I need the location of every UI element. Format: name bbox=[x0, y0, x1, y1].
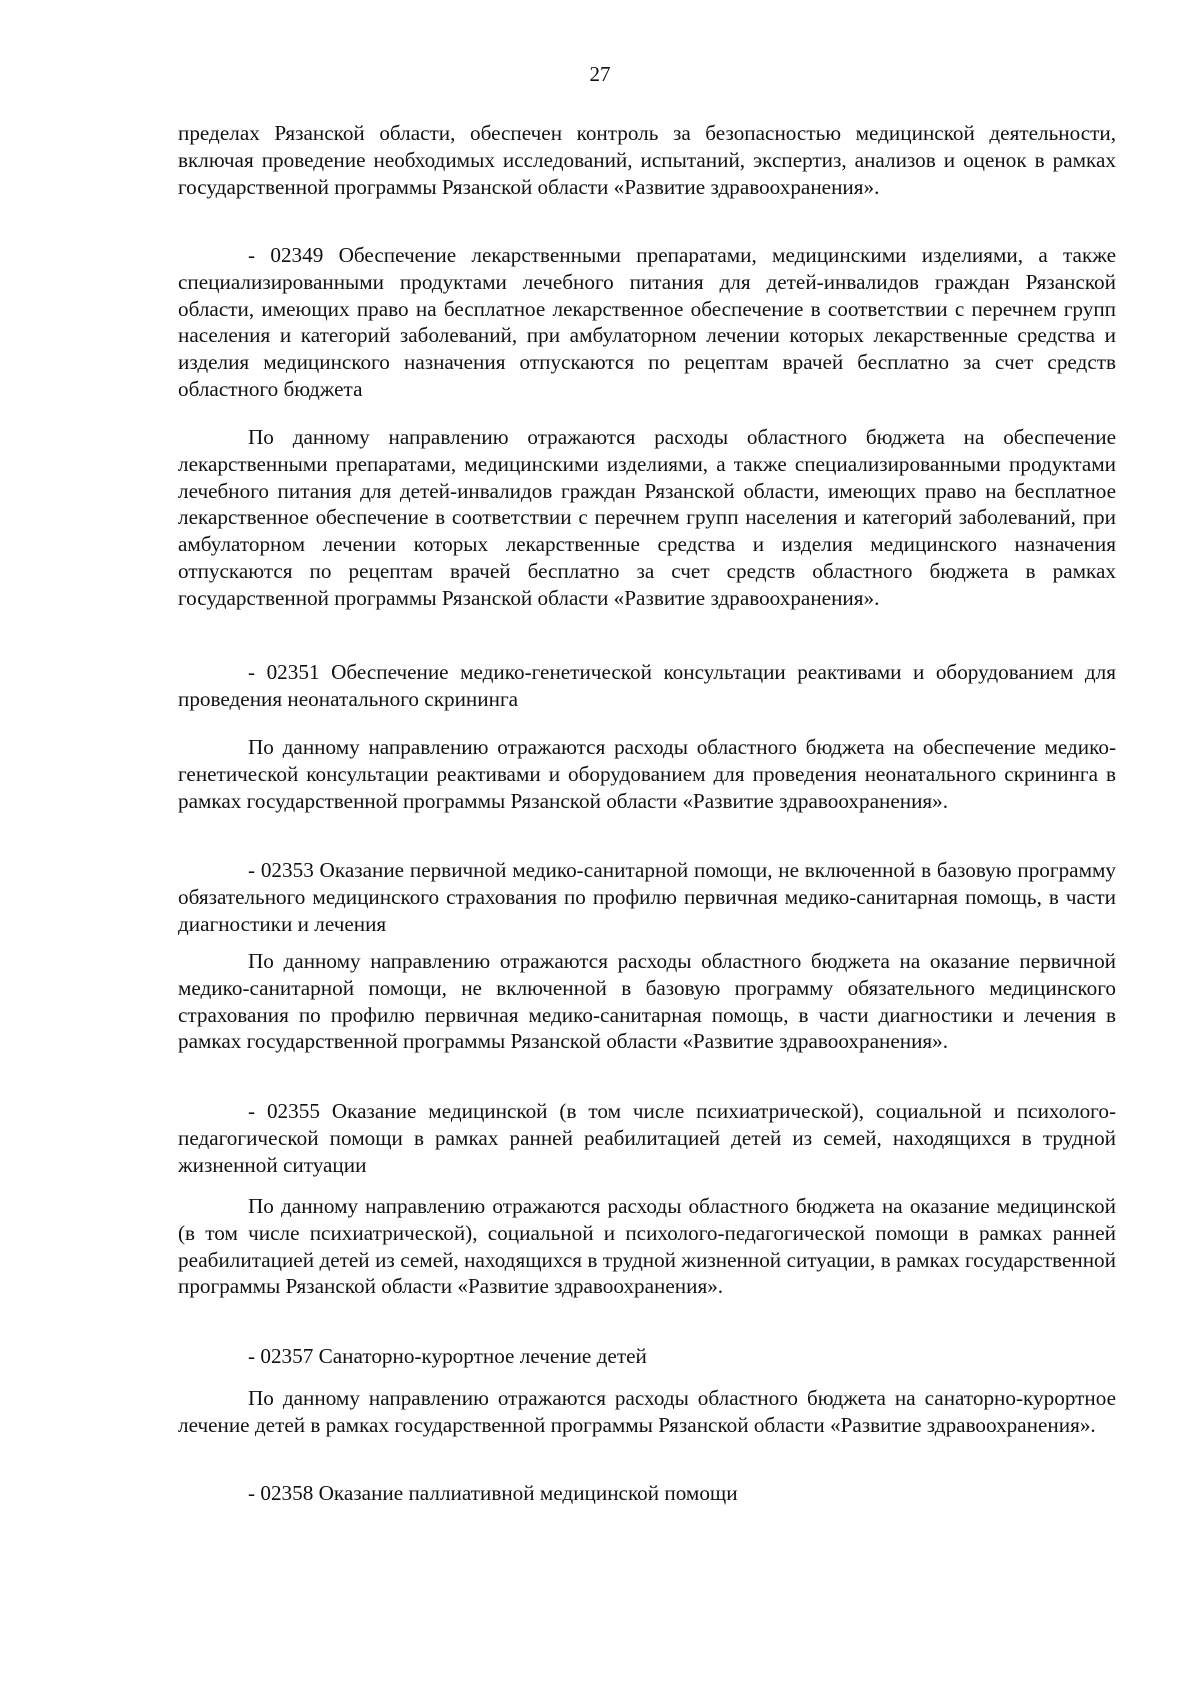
paragraph-item-02358: - 02358 Оказание паллиативной медицинской помощи bbox=[248, 1481, 738, 1505]
paragraph-description-02349: По данному направлению отражаются расходы областного бюджета на обеспечение лекарственными препаратами, медицинскими изделиями, а также специализированными продуктами лечебного питания для детей-инвалидов граждан Рязанской области, имеющих право на бесплатное лекарственное обеспечение в соответствии с перечнем групп населения и категорий заболеваний, при амбулаторном лечении которых лекарственные средства и изделия медицинского назначения отпускаются по рецептам врачей бесплатно за счет средств областного бюджета в рамках государственной программы Рязанской области «Развитие здравоохранения». bbox=[178, 425, 1116, 610]
paragraph-item-02349: - 02349 Обеспечение лекарственными препаратами, медицинскими изделиями, а также специализированными продуктами лечебного питания для детей-инвалидов граждан Рязанской области, имеющих право на бесплатное лекарственное обеспечение в соответствии с перечнем групп населения и категорий заболеваний, при амбулаторном лечении которых лекарственные средства и изделия медицинского назначения отпускаются по рецептам врачей бесплатно за счет средств областного бюджета bbox=[178, 243, 1116, 401]
paragraph-continuation: пределах Рязанской области, обеспечен контроль за безопасностью медицинской деятельности, включая проведение необходимых исследований, испытаний, экспертиз, анализов и оценок в рамках государственной программы Рязанской области «Развитие здравоохранения». bbox=[178, 121, 1116, 199]
paragraph-description-02357: По данному направлению отражаются расходы областного бюджета на санаторно-курортное лечение детей в рамках государственной программы Рязанской области «Развитие здравоохранения». bbox=[178, 1386, 1116, 1437]
paragraph-item-02357: - 02357 Санаторно-курортное лечение детей bbox=[248, 1344, 647, 1368]
paragraph-description-02351: По данному направлению отражаются расходы областного бюджета на обеспечение медико-генетической консультации реактивами и оборудованием для проведения неонатального скрининга в рамках государственной программы Рязанской области «Развитие здравоохранения». bbox=[178, 735, 1116, 813]
paragraph-description-02355: По данному направлению отражаются расходы областного бюджета на оказание медицинской (в том числе психиатрической), социальной и психолого-педагогической помощи в рамках ранней реабилитацией детей из семей, находящихся в трудной жизненной ситуации, в рамках государственной программы Рязанской области «Развитие здравоохранения». bbox=[178, 1194, 1116, 1299]
paragraph-item-02353: - 02353 Оказание первичной медико-санитарной помощи, не включенной в базовую программу обязательного медицинского страхования по профилю первичная медико-санитарная помощь, в части диагностики и лечения bbox=[178, 858, 1116, 936]
paragraph-item-02355: - 02355 Оказание медицинской (в том числе психиатрической), социальной и психолого-педагогической помощи в рамках ранней реабилитацией детей из семей, находящихся в трудной жизненной ситуации bbox=[178, 1099, 1116, 1177]
page-number: 27 bbox=[589, 62, 611, 86]
paragraph-description-02353: По данному направлению отражаются расходы областного бюджета на оказание первичной медико-санитарной помощи, не включенной в базовую программу обязательного медицинского страхования по профилю первичная медико-санитарная помощь, в части диагностики и лечения в рамках государственной программы Рязанской области «Развитие здравоохранения». bbox=[178, 949, 1116, 1054]
paragraph-item-02351: - 02351 Обеспечение медико-генетической консультации реактивами и оборудованием для проведения неонатального скрининга bbox=[178, 660, 1116, 711]
